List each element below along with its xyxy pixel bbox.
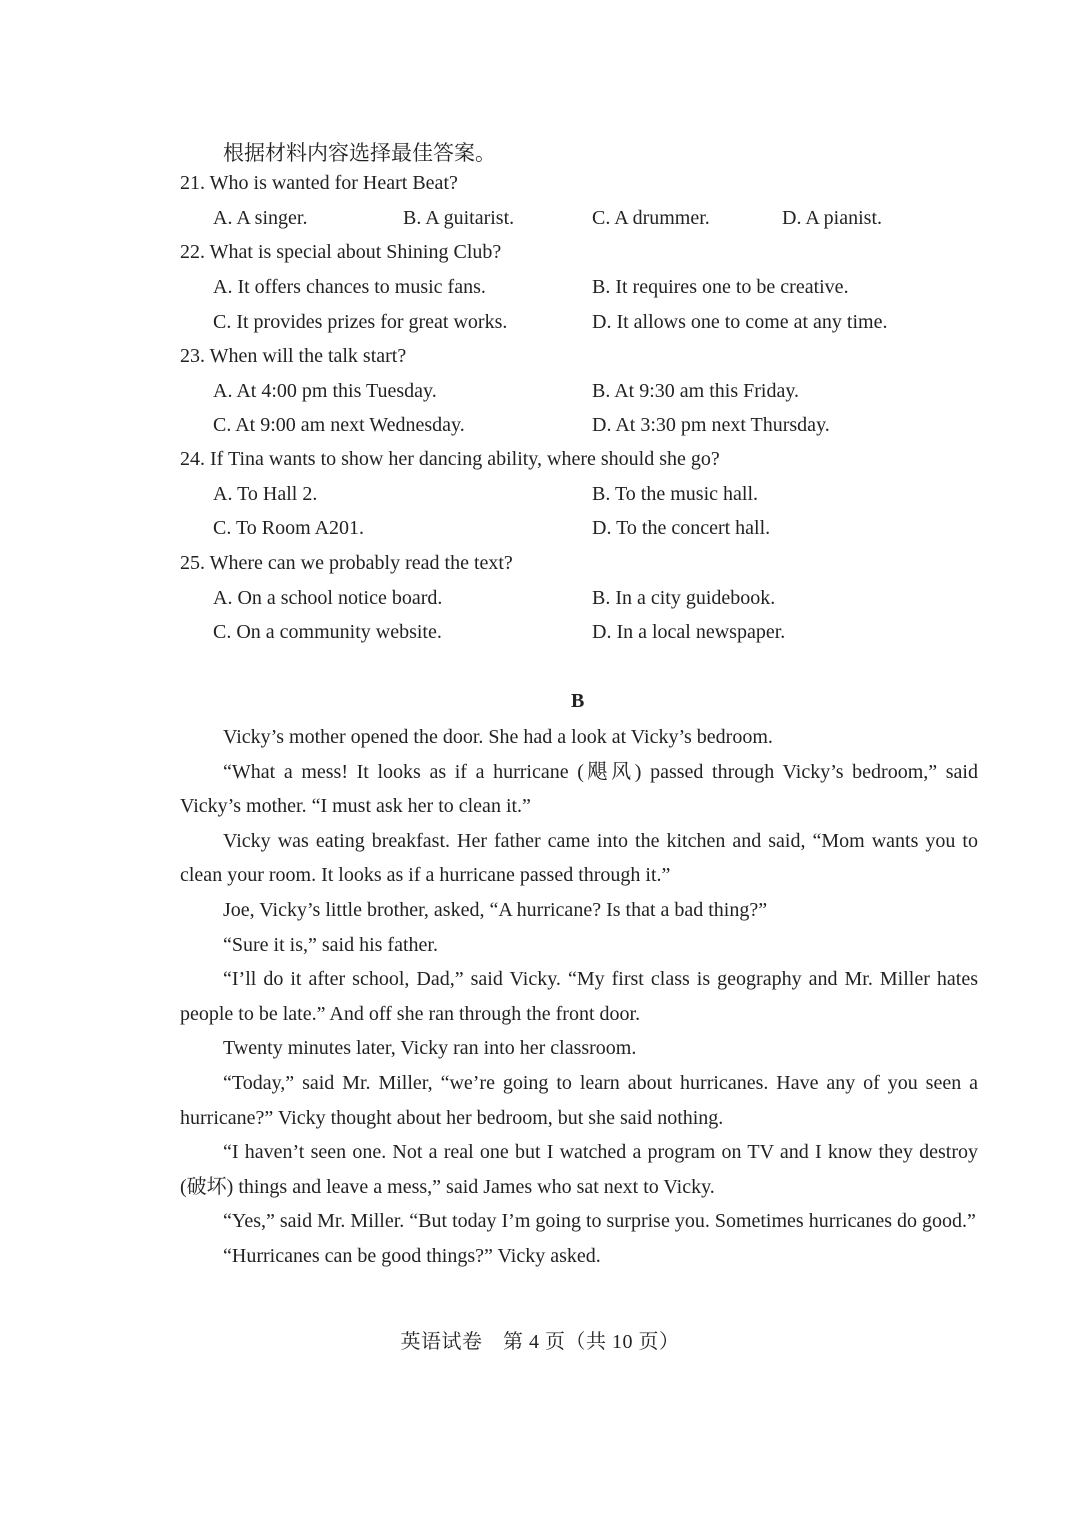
question-25: 25. Where can we probably read the text? — [180, 552, 513, 574]
option-21a: A. A singer. — [213, 207, 308, 229]
section-heading: B — [571, 690, 585, 712]
passage-paragraph: “I’ll do it after school, Dad,” said Vicky. “My first class is geography and Mr. Miller hates people to be late.” And off she ran through the front door. — [180, 968, 978, 1025]
option-24c: C. To Room A201. — [213, 517, 365, 539]
option-25b: B. In a city guidebook. — [592, 587, 776, 609]
passage-paragraph: Twenty minutes later, Vicky ran into her classroom. — [223, 1037, 637, 1060]
option-24a: A. To Hall 2. — [213, 483, 318, 505]
option-22d: D. It allows one to come at any time. — [592, 311, 888, 333]
passage-paragraph: “I haven’t seen one. Not a real one but I watched a program on TV and I know they destroy (破坏) things and leave a mess,” said James who sat next to Vicky. — [180, 1141, 978, 1198]
question-23: 23. When will the talk start? — [180, 345, 407, 367]
option-23b: B. At 9:30 am this Friday. — [592, 380, 800, 402]
option-21b: B. A guitarist. — [403, 207, 515, 229]
option-22a: A. It offers chances to music fans. — [213, 276, 486, 298]
reading-passage — [180, 720, 978, 1274]
passage-paragraph: “Hurricanes can be good things?” Vicky asked. — [223, 1244, 601, 1267]
passage-paragraph: “What a mess! It looks as if a hurricane (飓风) passed through Vicky’s bedroom,” said Vicky’s mother. “I must ask her to clean it.” — [180, 760, 978, 818]
option-24d: D. To the concert hall. — [592, 517, 771, 539]
option-25d: D. In a local newspaper. — [592, 621, 786, 643]
option-23a: A. At 4:00 pm this Tuesday. — [213, 380, 437, 402]
question-24: 24. If Tina wants to show her dancing ability, where should she go? — [180, 448, 720, 470]
passage-paragraph: “Today,” said Mr. Miller, “we’re going to learn about hurricanes. Have any of you seen a hurricane?” Vicky thought about her bedroom, but she said nothing. — [180, 1071, 978, 1129]
passage-paragraph: “Sure it is,” said his father. — [223, 933, 438, 956]
passage-paragraph: Vicky was eating breakfast. Her father came into the kitchen and said, “Mom wants you to clean your room. It looks as if a hurricane passed through it.” — [180, 829, 978, 887]
option-22c: C. It provides prizes for great works. — [213, 311, 508, 333]
option-24b: B. To the music hall. — [592, 483, 758, 505]
option-22b: B. It requires one to be creative. — [592, 276, 849, 298]
option-21c: C. A drummer. — [592, 207, 710, 229]
option-23d: D. At 3:30 pm next Thursday. — [592, 414, 830, 436]
option-25a: A. On a school notice board. — [213, 587, 443, 609]
option-25c: C. On a community website. — [213, 621, 442, 643]
instruction: 根据材料内容选择最佳答案。 — [223, 141, 496, 165]
option-23c: C. At 9:00 am next Wednesday. — [213, 414, 465, 436]
passage-paragraph: Vicky’s mother opened the door. She had a look at Vicky’s bedroom. — [223, 726, 773, 748]
option-21d: D. A pianist. — [782, 207, 883, 229]
question-22: 22. What is special about Shining Club? — [180, 241, 502, 263]
passage-paragraph: Joe, Vicky’s little brother, asked, “A hurricane? Is that a bad thing?” — [223, 898, 768, 921]
question-21: 21. Who is wanted for Heart Beat? — [180, 172, 458, 194]
passage-paragraph: “Yes,” said Mr. Miller. “But today I’m going to surprise you. Sometimes hurricanes do good.” — [223, 1210, 976, 1233]
page-footer: 英语试卷 第 4 页（共 10 页） — [400, 1331, 680, 1353]
